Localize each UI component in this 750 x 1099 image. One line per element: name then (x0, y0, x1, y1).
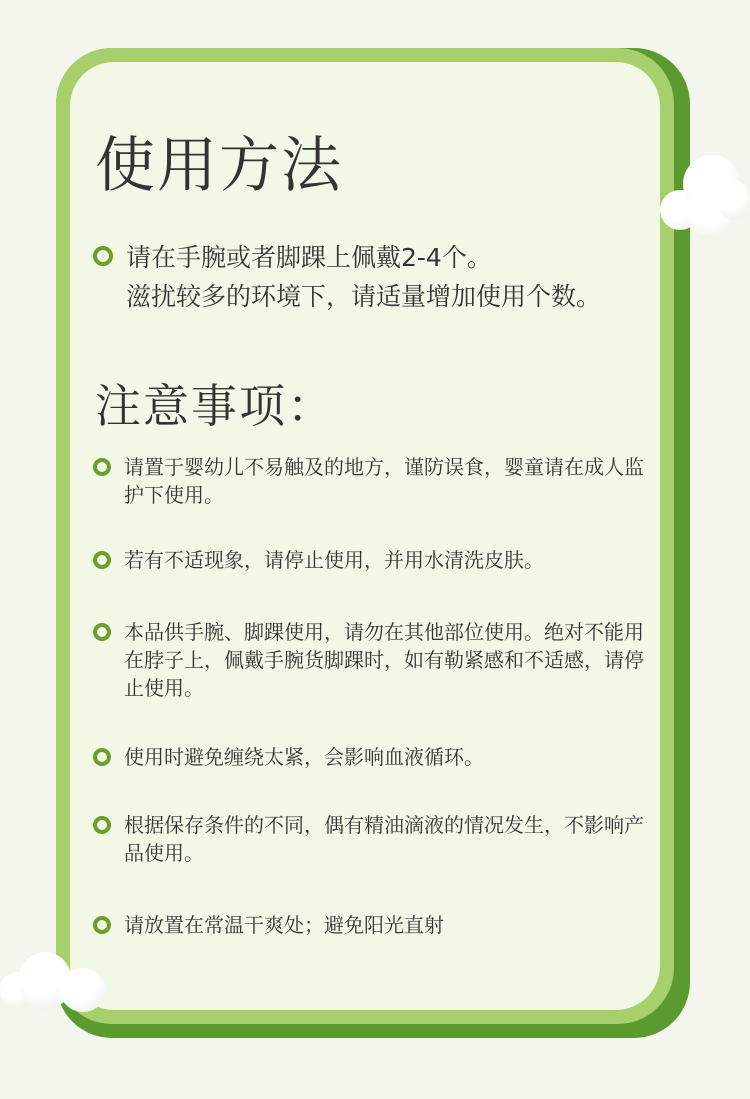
bullet-icon (93, 246, 113, 266)
notes-title: 注意事项： (95, 379, 335, 433)
note-item (93, 453, 653, 509)
note-text: 根据保存条件的不同，偶有精油滴液的情况发生，不影响产品使用。 (124, 813, 644, 865)
bullet-icon (93, 551, 111, 569)
note-text: 若有不适现象，请停止使用，并用水清洗皮肤。 (124, 548, 544, 572)
content-card (70, 62, 660, 1010)
note-text: 请置于婴幼儿不易触及的地方，谨防误食，婴童请在成人监护下使用。 (124, 455, 644, 507)
note-item (93, 811, 653, 867)
note-text: 本品供手腕、脚踝使用，请勿在其他部位使用。绝对不能用在脖子上，佩戴手腕货脚踝时，如有勒紧感和不适感，请停止使用。 (124, 620, 644, 700)
usage-line: 请在手腕或者脚踝上佩戴2-4个。 (126, 243, 492, 272)
usage-text (126, 238, 601, 316)
note-item (93, 911, 653, 939)
usage-title: 使用方法 (95, 131, 343, 201)
usage-line: 滋扰较多的环境下，请适量增加使用个数。 (126, 282, 602, 311)
note-item (93, 546, 653, 574)
cloud-icon (655, 150, 750, 245)
bullet-icon (93, 458, 111, 476)
note-item (93, 618, 653, 702)
bullet-icon (93, 916, 111, 934)
note-item (93, 743, 653, 771)
bullet-icon (93, 748, 111, 766)
note-text: 请放置在常温干爽处；避免阳光直射 (124, 913, 444, 937)
bullet-icon (93, 816, 111, 834)
note-text: 使用时避免缠绕太紧，会影响血液循环。 (124, 745, 484, 769)
cloud-icon (0, 950, 112, 1020)
bullet-icon (93, 623, 111, 641)
usage-item (93, 238, 653, 316)
